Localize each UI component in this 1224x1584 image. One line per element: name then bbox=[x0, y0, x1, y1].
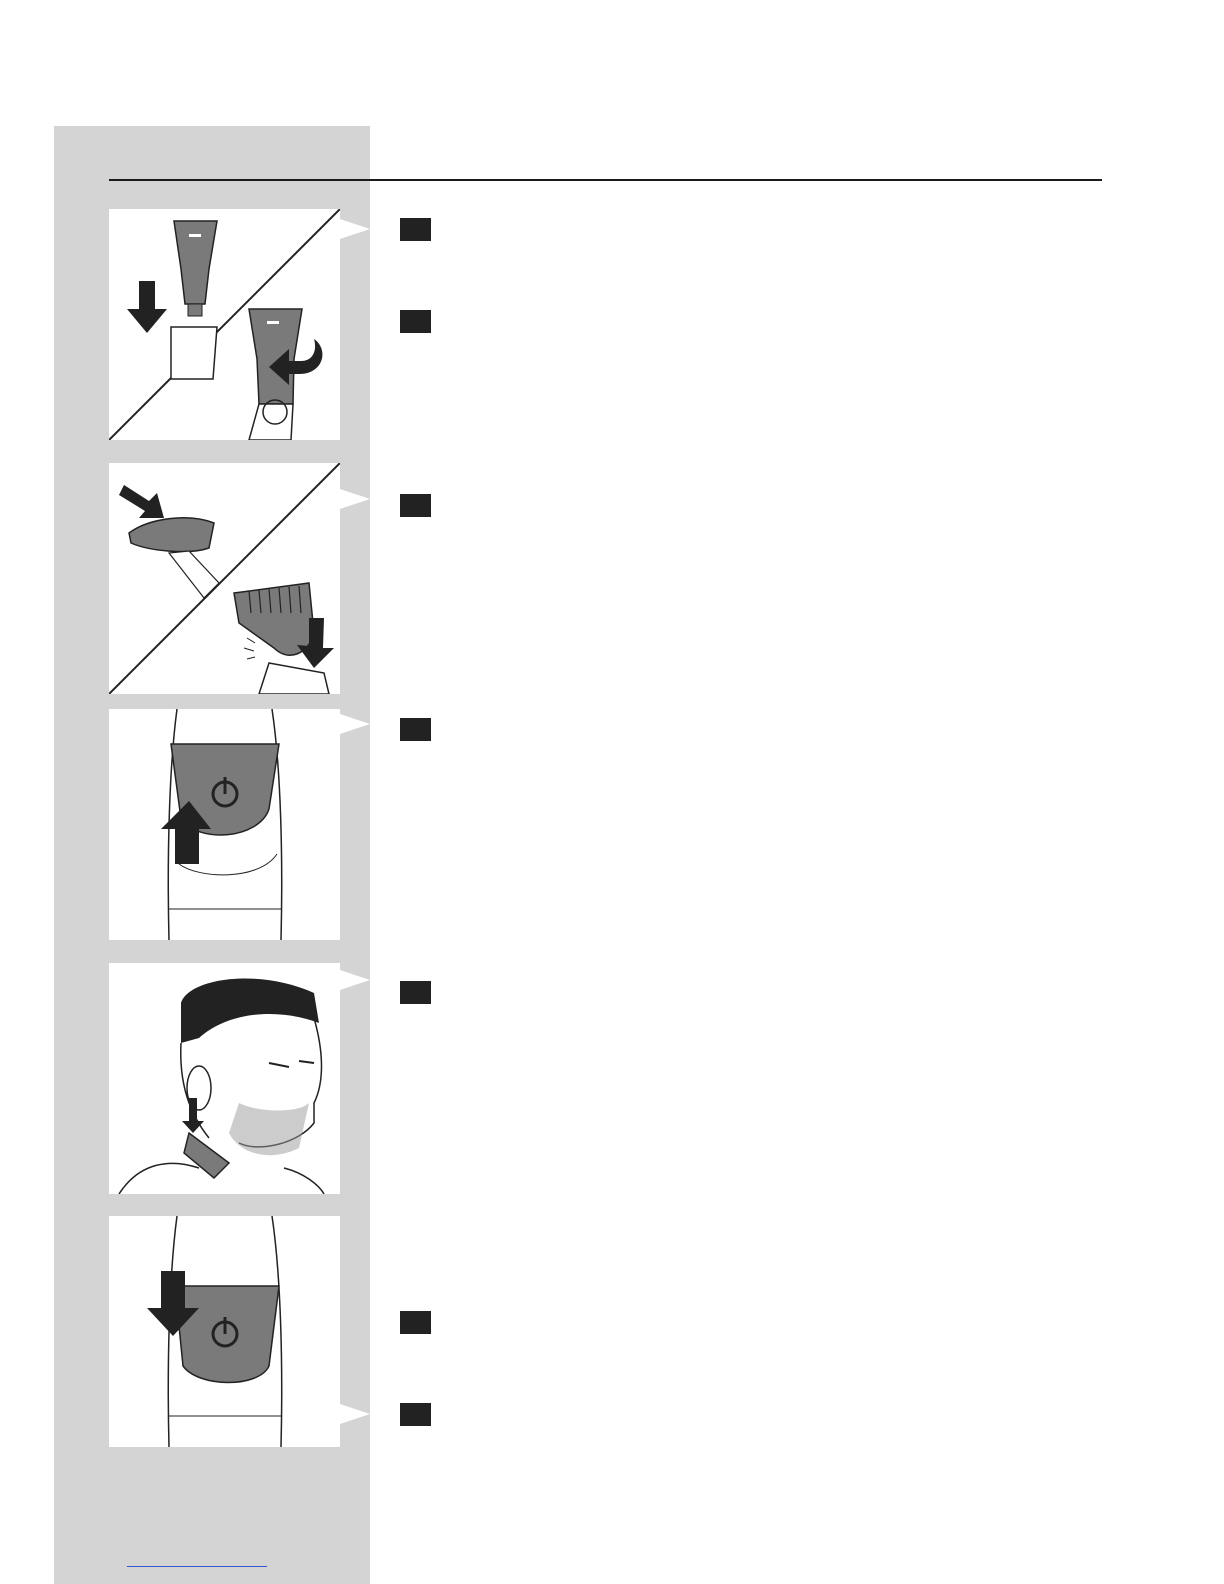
header-rule bbox=[109, 179, 1102, 181]
panel-pointer bbox=[340, 970, 370, 990]
illustration-attach-comb bbox=[109, 463, 340, 694]
slide-down-power-icon bbox=[109, 1216, 340, 1447]
step-number-badge bbox=[400, 218, 431, 241]
step-number-badge bbox=[400, 1403, 431, 1426]
step-number-badge bbox=[400, 1311, 431, 1334]
illustration-trim-sideburns bbox=[109, 963, 340, 1194]
step-number-badge bbox=[400, 981, 431, 1004]
panel-pointer bbox=[340, 489, 370, 509]
illustration-attach-attachment bbox=[109, 209, 340, 440]
panel-pointer bbox=[340, 714, 370, 734]
step-number-badge bbox=[400, 718, 431, 741]
footer-link-underline[interactable] bbox=[127, 1566, 267, 1567]
face-trim-icon bbox=[109, 963, 340, 1194]
panel-pointer bbox=[340, 219, 370, 239]
step-number-badge bbox=[400, 310, 431, 333]
panel-pointer bbox=[340, 1404, 370, 1424]
attach-rotate-icon bbox=[109, 209, 340, 440]
slide-up-power-icon bbox=[109, 709, 340, 940]
comb-attach-icon bbox=[109, 463, 340, 694]
step-number-badge bbox=[400, 494, 431, 517]
illustration-switch-on bbox=[109, 709, 340, 940]
illustration-switch-off bbox=[109, 1216, 340, 1447]
